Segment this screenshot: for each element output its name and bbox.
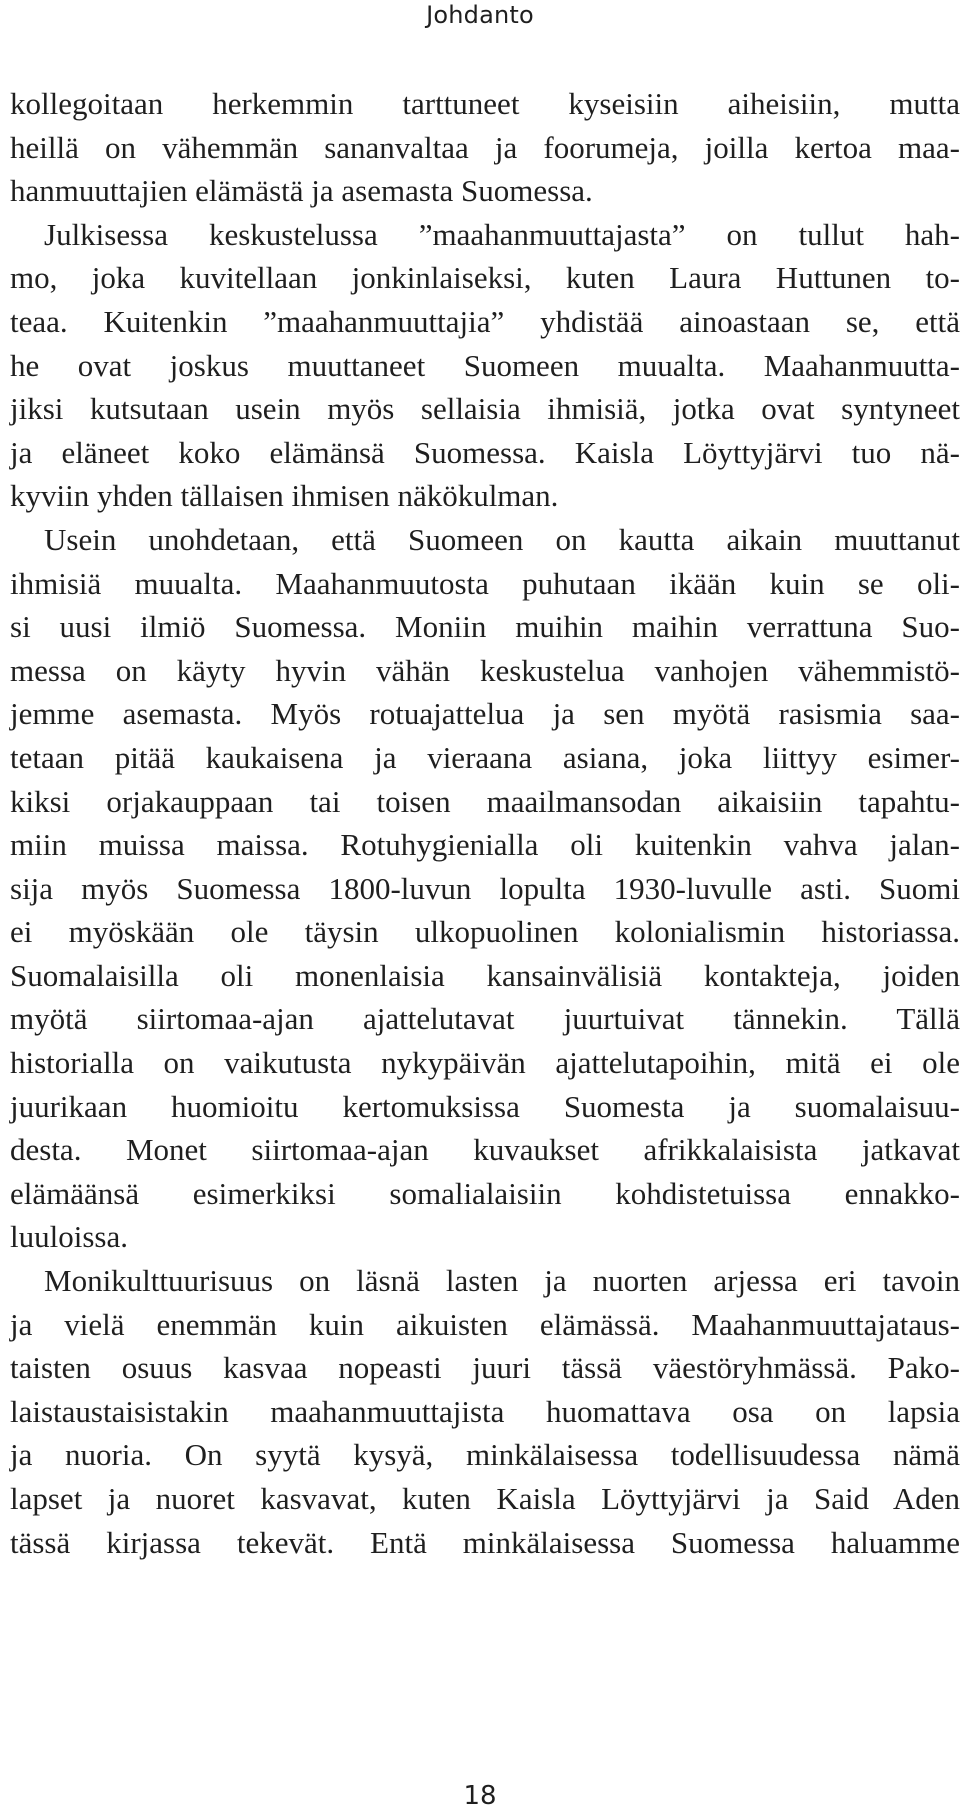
- text-line: tetaan pitää kaukaisena ja vieraana asiana, joka liittyy esimer-: [10, 739, 960, 775]
- text-line: heillä on vähemmän sananvaltaa ja foorumeja, joilla kertoa maa-: [10, 129, 960, 165]
- text-line: elämäänsä esimerkiksi somalialaisiin kohdistetuissa ennakko-: [10, 1175, 960, 1211]
- text-line: desta. Monet siirtomaa-ajan kuvaukset afrikkalaisista jatkavat: [10, 1132, 960, 1168]
- text-line: ja nuoria. On syytä kysyä, minkälaisessa todellisuudessa nämä: [10, 1437, 960, 1473]
- text-line: juurikaan huomioitu kertomuksissa Suomesta ja suomalaisuu-: [10, 1088, 960, 1124]
- text-line: jemme asemasta. Myös rotuajattelua ja sen myötä rasismia saa-: [10, 696, 960, 732]
- text-line: Suomalaisilla oli monenlaisia kansainvälisiä kontakteja, joiden: [10, 957, 960, 993]
- text-line: kiksi orjakauppaan tai toisen maailmansodan aikaisiin tapahtu-: [10, 783, 960, 819]
- body-text: [10, 82, 960, 1564]
- text-line: sija myös Suomessa 1800-luvun lopulta 1930-luvulle asti. Suomi: [10, 870, 960, 906]
- text-line: lapset ja nuoret kasvavat, kuten Kaisla Löyttyjärvi ja Said Aden: [10, 1481, 960, 1516]
- text-line: mo, joka kuvitellaan jonkinlaiseksi, kuten Laura Huttunen to-: [10, 260, 960, 296]
- text-line: jiksi kutsutaan usein myös sellaisia ihmisiä, jotka ovat syntyneet: [10, 391, 960, 427]
- text-line: ja vielä enemmän kuin aikuisten elämässä. Maahanmuuttajataus-: [10, 1306, 960, 1342]
- text-line: Julkisessa keskustelussa ”maahanmuuttajasta” on tullut hah-: [44, 216, 960, 252]
- text-line: ei myöskään ole täysin ulkopuolinen kolonialismin historiassa.: [10, 914, 960, 950]
- text-line: miin muissa maissa. Rotuhygienialla oli kuitenkin vahva jalan-: [10, 827, 960, 863]
- text-line: myötä siirtomaa-ajan ajattelutavat juurtuivat tännekin. Tällä: [10, 1001, 960, 1037]
- text-line: tässä kirjassa tekevät. Entä minkälaisessa Suomessa haluamme: [10, 1524, 960, 1560]
- text-line: ihmisiä muualta. Maahanmuutosta puhutaan ikään kuin se oli-: [10, 565, 960, 601]
- text-line: teaa. Kuitenkin ”maahanmuuttajia” yhdistää ainoastaan se, että: [10, 303, 960, 339]
- text-line: Monikulttuurisuus on läsnä lasten ja nuorten arjessa eri tavoin: [44, 1263, 960, 1299]
- text-line: luuloissa.: [10, 1219, 128, 1255]
- text-line: he ovat joskus muuttaneet Suomeen muualta. Maahanmuutta-: [10, 347, 960, 383]
- text-line: ja eläneet koko elämänsä Suomessa. Kaisla Löyttyjärvi tuo nä-: [10, 434, 960, 470]
- text-line: laistaustaisistakin maahanmuuttajista huomattava osa on lapsia: [10, 1393, 960, 1429]
- text-line: si uusi ilmiö Suomessa. Moniin muihin maihin verrattuna Suo-: [10, 609, 960, 645]
- page-number: 18: [463, 1781, 497, 1811]
- text-line: taisten osuus kasvaa nopeasti juuri tässä väestöryhmässä. Pako-: [10, 1350, 960, 1386]
- text-line: hanmuuttajien elämästä ja asemasta Suomessa.: [10, 173, 593, 209]
- text-line: Usein unohdetaan, että Suomeen on kautta aikain muuttanut: [44, 521, 960, 557]
- text-line: kollegoitaan herkemmin tarttuneet kyseisiin aiheisiin, mutta: [10, 86, 960, 121]
- text-line: kyviin yhden tällaisen ihmisen näkökulman.: [10, 478, 559, 514]
- running-header: Johdanto: [426, 1, 534, 29]
- text-line: messa on käyty hyvin vähän keskustelua vanhojen vähemmistö-: [10, 652, 960, 688]
- text-line: historialla on vaikutusta nykypäivän ajattelutapoihin, mitä ei ole: [10, 1045, 960, 1081]
